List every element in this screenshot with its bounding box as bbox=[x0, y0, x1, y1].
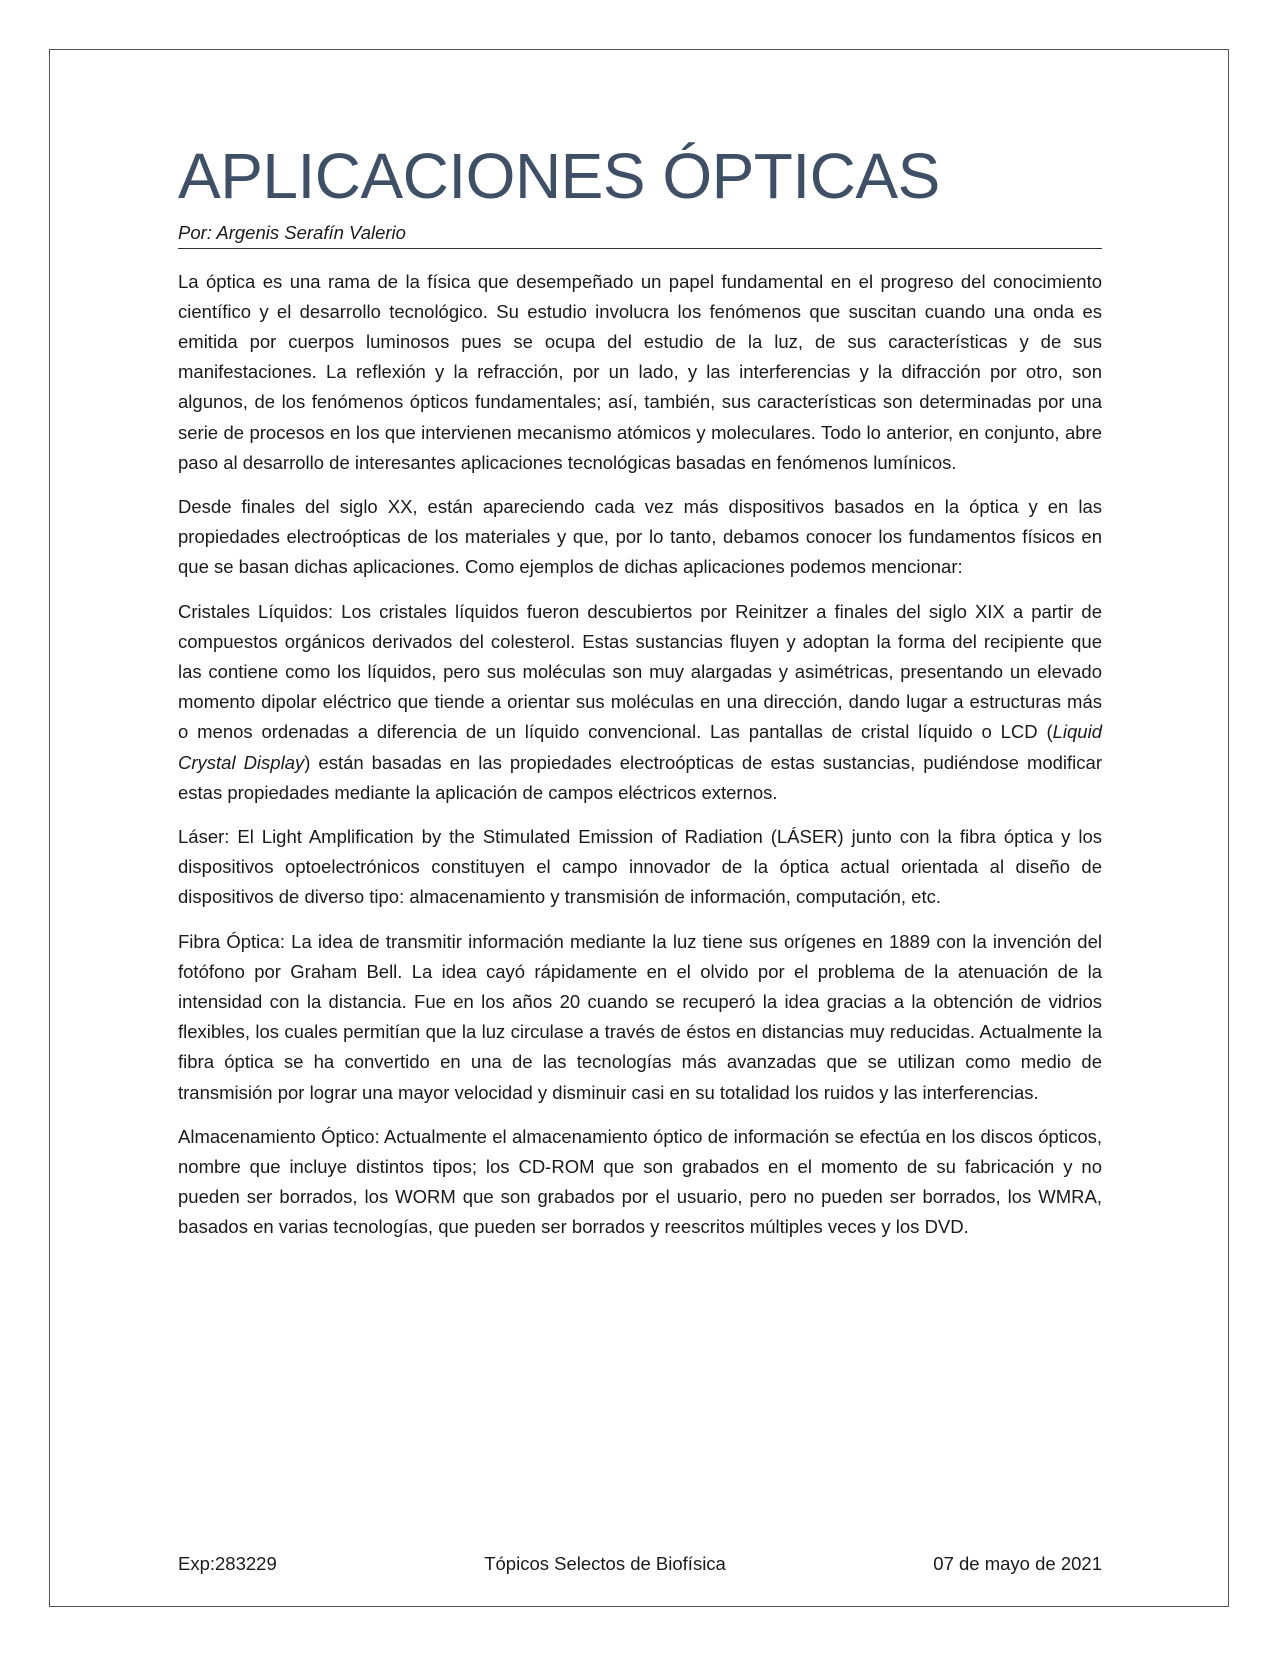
paragraph-laser: Láser: El Light Amplification by the Stimulated Emission of Radiation (LÁSER) junto con la fibra óptica y los dispositivos optoelectrónicos constituyen el campo innovador de la óptica actual orientada al diseño de dispositivos de diverso tipo: almacenamiento y transmisión de información, computación, etc. bbox=[178, 826, 1102, 908]
footer-exp-number: Exp:283229 bbox=[178, 1553, 277, 1574]
paragraph-optical-storage: Almacenamiento Óptico: Actualmente el almacenamiento óptico de información se efectúa en los discos ópticos, nombre que incluye distintos tipos; los CD-ROM que son grabados en el momento de su fabricación y no pueden ser borrados, los WORM que son grabados por el usuario, pero no pueden ser borrados, los WMRA, basados en varias tecnologías, que pueden ser borrados y reescritos múltiples veces y los DVD. bbox=[178, 1125, 1102, 1238]
paragraph-context: Desde finales del siglo XX, están apareciendo cada vez más dispositivos basados en la óptica y en las propiedades electroópticas de los materiales y que, por lo tanto, debamos conocer los fundamentos físicos en que se basan dichas aplicaciones. Como ejemplos de dichas aplicaciones podemos mencionar: bbox=[178, 496, 1102, 578]
document-author: Por: Argenis Serafín Valerio bbox=[178, 222, 1102, 249]
paragraph-liquid-crystals bbox=[178, 597, 1102, 808]
footer-date: 07 de mayo de 2021 bbox=[933, 1553, 1102, 1574]
page-footer bbox=[178, 1553, 1102, 1575]
footer-course-name: Tópicos Selectos de Biofísica bbox=[484, 1553, 726, 1574]
paragraph-liquid-crystals-text-a: Cristales Líquidos: Los cristales líquidos fueron descubiertos por Reinitzer a finales del siglo XIX a partir de compuestos orgánicos derivados del colesterol. Estas sustancias fluyen y adoptan la forma del recipiente que las contiene como los líquidos, pero sus moléculas son muy alargadas y asimétricas, presentando un elevado momento dipolar eléctrico que tiende a orientar sus moléculas en una dirección, dando lugar a estructuras más o menos ordenadas a diferencia de un líquido convencional. Las pantallas de cristal líquido o LCD ( bbox=[178, 600, 1102, 743]
paragraph-optical-fiber: Fibra Óptica: La idea de transmitir información mediante la luz tiene sus orígenes en 1889 con la invención del fotófono por Graham Bell. La idea cayó rápidamente en el olvido por el problema de la atenuación de la intensidad con la distancia. Fue en los años 20 cuando se recuperó la idea gracias a la obtención de vidrios flexibles, los cuales permitían que la luz circulase a través de éstos en distancias muy reducidas. Actualmente la fibra óptica se ha convertido en una de las tecnologías más avanzadas que se utilizan como medio de transmisión por lograr una mayor velocidad y disminuir casi en su totalidad los ruidos y las interferencias. bbox=[178, 930, 1102, 1103]
document-title: APLICACIONES ÓPTICAS bbox=[178, 140, 940, 212]
document-body bbox=[178, 267, 1102, 1243]
document-content bbox=[178, 140, 1102, 1257]
lcd-term-italic: Liquid Crystal Display bbox=[178, 721, 1102, 773]
paragraph-intro: La óptica es una rama de la física que desempeñado un papel fundamental en el progreso del conocimiento científico y el desarrollo tecnológico. Su estudio involucra los fenómenos que suscitan cuando una onda es emitida por cuerpos luminosos pues se ocupa del estudio de la luz, de sus características y de sus manifestaciones. La reflexión y la refracción, por un lado, y las interferencias y la difracción por otro, son algunos, de los fenómenos ópticos fundamentales; así, también, sus características son determinadas por una serie de procesos en los que intervienen mecanismo atómicos y moleculares. Todo lo anterior, en conjunto, abre paso al desarrollo de interesantes aplicaciones tecnológicas basadas en fenómenos lumínicos. bbox=[178, 270, 1102, 473]
paragraph-liquid-crystals-text-b: ) están basadas en las propiedades electroópticas de estas sustancias, pudiéndose modificar estas propiedades mediante la aplicación de campos eléctricos externos. bbox=[178, 751, 1102, 803]
